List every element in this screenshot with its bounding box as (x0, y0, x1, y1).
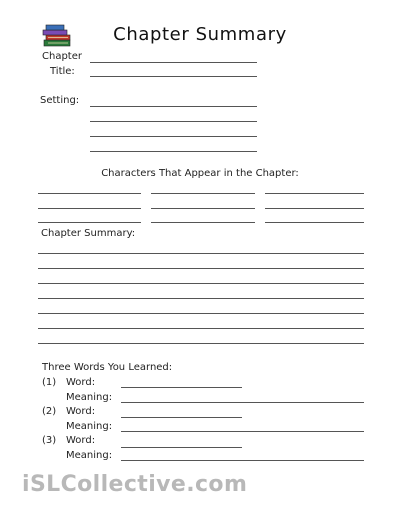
summary-line (38, 313, 364, 314)
meaning-line (121, 460, 364, 461)
title-label: Title: (50, 66, 75, 77)
summary-line (38, 343, 364, 344)
character-line (38, 193, 141, 194)
summary-line (38, 298, 364, 299)
meaning-label: Meaning: (66, 392, 113, 403)
watermark: iSLCollective.com (22, 472, 248, 497)
word-number: (1) (42, 377, 57, 388)
chapter-title-line-1 (90, 62, 257, 63)
summary-line (38, 253, 364, 254)
setting-line-1 (90, 106, 257, 107)
setting-label: Setting: (40, 95, 80, 106)
character-line (265, 222, 364, 223)
character-line (265, 208, 364, 209)
word-line (121, 387, 242, 388)
summary-label: Chapter Summary: (41, 228, 136, 239)
setting-line-2 (90, 121, 257, 122)
summary-line (38, 328, 364, 329)
meaning-label: Meaning: (66, 421, 113, 432)
word-label: Word: (66, 406, 96, 417)
character-line (38, 222, 141, 223)
character-line (265, 193, 364, 194)
chapter-label: Chapter (42, 51, 82, 62)
setting-line-4 (90, 151, 257, 152)
character-line (151, 222, 255, 223)
meaning-line (121, 431, 364, 432)
stack-of-books-icon (42, 23, 72, 47)
page-title: Chapter Summary (113, 24, 287, 45)
character-line (38, 208, 141, 209)
word-line (121, 417, 242, 418)
meaning-label: Meaning: (66, 450, 113, 461)
characters-heading: Characters That Appear in the Chapter: (101, 168, 299, 179)
character-line (151, 193, 255, 194)
summary-line (38, 283, 364, 284)
character-line (151, 208, 255, 209)
word-label: Word: (66, 377, 96, 388)
word-label: Word: (66, 435, 96, 446)
words-label: Three Words You Learned: (42, 362, 173, 373)
summary-line (38, 268, 364, 269)
word-number: (3) (42, 435, 57, 446)
word-line (121, 447, 242, 448)
word-number: (2) (42, 406, 57, 417)
chapter-title-line-2 (90, 76, 257, 77)
setting-line-3 (90, 136, 257, 137)
meaning-line (121, 402, 364, 403)
